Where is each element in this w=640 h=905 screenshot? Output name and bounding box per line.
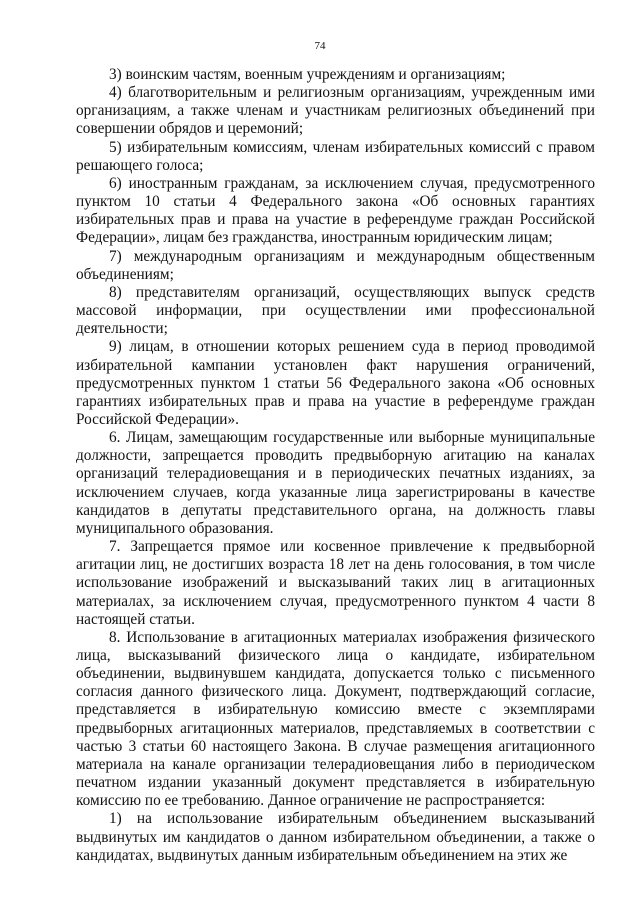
paragraph-part-7: 7. Запрещается прямое или косвенное привлечение к предвыборной агитации лиц, не достигших возраста 18 лет на день голосования, в том числе использование изображений и высказываний таких лиц в агитационных материалах, за исключением случая, предусмотренного пунктом 4 части 8 настоящей статьи. [76,538,595,628]
paragraph-item-4: 4) благотворительным и религиозным организациям, учрежденным ими организациям, а также членам и участникам религиозных объединений при совершении обрядов и церемоний; [76,84,595,138]
paragraph-part-8: 8. Использование в агитационных материалах изображения физического лица, высказываний физического лица о кандидате, избирательном объединении, выдвинувшем кандидата, допускается только с письменного согласия данного физического лица. Документ, подтверждающий согласие, представляется в избирательную комиссию вместе с экземплярами предвыборных агитационных материалов, представляемых в соответствии с частью 3 статьи 60 настоящего Закона. В случае размещения агитационного материала на канале организации телерадиовещания либо в периодическом печатном издании указанный документ представляется в избирательную комиссию по ее требованию. Данное ограничение не распространяется: [76,628,595,810]
paragraph-part-8-item-1: 1) на использование избирательным объединением высказываний выдвинутых им кандидатов о данном избирательном объединении, а также о кандидатах, выдвинутых данным избирательным объединением на этих же [76,810,595,864]
paragraph-item-8: 8) представителям организаций, осуществляющих выпуск средств массовой информации, при осуществлении ими профессиональной деятельности; [76,283,595,338]
paragraph-item-9: 9) лицам, в отношении которых решением суда в период проводимой избирательной кампании установлен факт нарушения ограничений, предусмотренных пунктом 1 статьи 56 Федерального закона «Об основных гарантиях избирательных прав и права на участие в референдуме граждан Российской Федерации». [76,338,595,428]
paragraph-part-6: 6. Лицам, замещающим государственные или выборные муниципальные должности, запрещается проводить предвыборную агитацию на каналах организаций телерадиовещания и в периодических печатных изданиях, за исключением случаев, когда указанные лица зарегистрированы в качестве кандидатов в депутаты представительного органа, на должность главы муниципального образования. [76,429,595,537]
paragraph-item-6: 6) иностранным гражданам, за исключением случая, предусмотренного пунктом 10 статьи 4 Федерального закона «Об основных гарантиях избирательных прав и права на участие в референдуме граждан Российской Федерации», лицам без гражданства, иностранным юридическим лицам; [76,174,595,247]
page-number: 74 [314,40,326,52]
paragraph-item-3: 3) воинским частям, военным учреждениям и организациям; [109,66,506,83]
document-body [76,66,595,865]
paragraph-item-7: 7) международным организациям и международным общественным объединениям; [76,247,595,283]
paragraph-item-5: 5) избирательным комиссиям, членам избирательных комиссий с правом решающего голоса; [76,138,595,174]
